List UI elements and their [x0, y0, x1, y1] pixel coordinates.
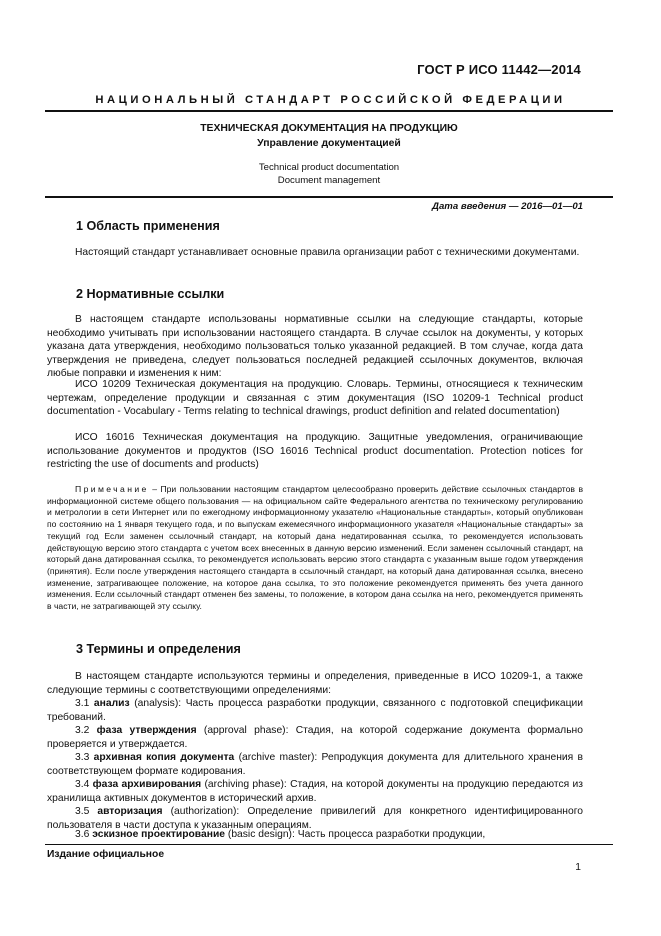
section-2-paragraph-iso10209: ИСО 10209 Техническая документация на продукцию. Словарь. Термины, относящиеся к техническим чертежам, определение продукции и связанная с этим документация (ISO 10209-1 Technical product documentation - Vocabulary - Terms relating to technical drawings, product definition and related documentation)	[47, 379, 583, 417]
official-edition-label: Издание официальное	[47, 849, 165, 860]
header-rule	[45, 110, 613, 112]
term-3-3: 3.3 архивная копия документа (archive master): Репродукция документа для длительного хранения в соответствующем формате кодирования.	[47, 752, 583, 777]
term-3-6: 3.6 эскизное проектирование (basic design): Часть процесса разработки продукции,	[75, 829, 486, 840]
section-1-heading: 1 Область применения	[76, 219, 220, 233]
section-1-text: Настоящий стандарт устанавливает основные правила организации работ с техническими документами.	[75, 247, 580, 258]
document-subtitle-ru: Управление документацией	[257, 138, 401, 149]
footer-rule	[45, 844, 613, 845]
section-2-paragraph-1: В настоящем стандарте использованы нормативные ссылки на следующие стандарты, которые необходимо учитывать при использовании настоящего стандарта. В случае ссылок на документы, у которых указана дата утверждения, необходимо пользоваться только указанной редакцией. В том случае, когда дата утверждения не приведена, следует пользоваться последней редакцией ссылочных документов, включая любые поправки и изменения к ним:	[47, 314, 583, 379]
note-label: Примечание	[75, 484, 149, 494]
introduction-date: Дата введения — 2016—01—01	[432, 201, 583, 212]
term-3-5: 3.5 авторизация (authorization): Определение привилегий для конкретного идентифицированного пользователя в части доступа к указанным операциям.	[47, 806, 583, 831]
term-3-1: 3.1 анализ (analysis): Часть процесса разработки продукции, связанного с подготовкой спецификации требований.	[47, 698, 583, 723]
section-3-intro: В настоящем стандарте используются термины и определения, приведенные в ИСО 10209-1, а также следующие термины с соответствующими определениями:	[47, 671, 583, 696]
national-standard-heading: НАЦИОНАЛЬНЫЙ СТАНДАРТ РОССИЙСКОЙ ФЕДЕРАЦИИ	[95, 94, 566, 106]
section-3-heading: 3 Термины и определения	[76, 642, 241, 656]
document-title-ru: ТЕХНИЧЕСКАЯ ДОКУМЕНТАЦИЯ НА ПРОДУКЦИЮ	[200, 123, 458, 134]
term-3-4: 3.4 фаза архивирования (archiving phase): Стадия, на которой документы на продукцию передаются из хранилища активных документов в исторический архив.	[47, 779, 583, 804]
section-2-paragraph-iso16016: ИСО 16016 Техническая документация на продукцию. Защитные уведомления, ограничивающие использование документов и продуктов (ISO 16016 Technical product documentation. Protection notices for restricting the use of documents and products)	[47, 432, 583, 470]
title-rule	[45, 196, 613, 198]
page-number: 1	[575, 862, 581, 873]
section-2-heading: 2 Нормативные ссылки	[76, 287, 225, 301]
term-3-2: 3.2 фаза утверждения (approval phase): Стадия, на которой содержание документа формально проверяется и утверждается.	[47, 725, 583, 750]
references-note: Примечание – При пользовании настоящим стандартом целесообразно проверить действие ссылочных стандартов в информационной системе общего пользования — на официальном сайте Федерального агентства по техническому регулированию и метрологии в сети Интернет или по ежегодному информационному указателю «Национальные стандарты», который опубликован по состоянию на 1 января текущего года, и по выпускам ежемесячного информационного указателя «Национальные стандарты» за текущий год Если заменен ссылочный стандарт, на который дана недатированная ссылка, то рекомендуется использовать действующую версию этого стандарта с учетом всех внесенных в данную версию изменений. Если заменен ссылочный стандарт, на который дана датированная ссылка, то рекомендуется использовать версию этого стандарта с указанным выше годом утверждения (принятия). Если после утверждения настоящего стандарта в ссылочный стандарт, на который дана датированная ссылка, внесено изменение, затрагивающее положение, на которое дана ссылка, то это положение рекомендуется применять без учета данного изменения. Если ссылочный стандарт отменен без замены, то положение, в котором дана ссылка на него, рекомендуется применять в части, не затрагивающей эту ссылку.	[47, 484, 584, 612]
document-subtitle-en: Document management	[277, 175, 381, 186]
document-title-en: Technical product documentation	[258, 162, 400, 173]
standard-number: ГОСТ Р ИСО 11442—2014	[417, 62, 581, 77]
